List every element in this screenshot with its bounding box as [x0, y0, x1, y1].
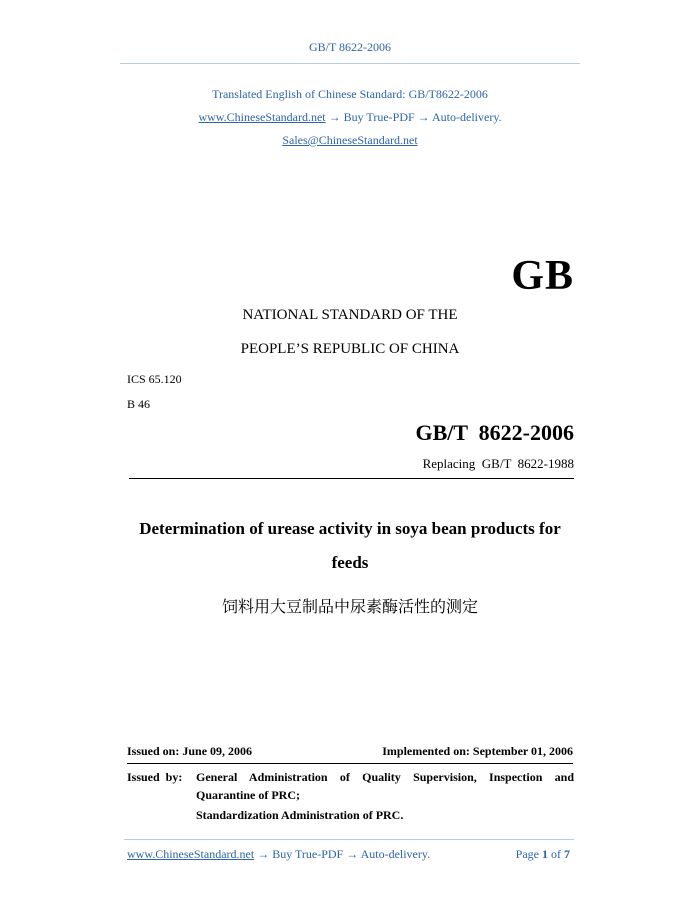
footer-purchase-line	[127, 847, 430, 862]
issued-by-line1-text: General Administration of Quality Supervision, Inspection and	[196, 770, 574, 784]
gb-mark: GB	[511, 253, 574, 299]
footer-divider	[124, 839, 574, 840]
standard-number-rule	[129, 478, 574, 479]
page-total: 7	[564, 847, 570, 861]
website-link[interactable]: www.ChineseStandard.net	[198, 110, 326, 124]
issued-by-label: Issued by:	[127, 770, 183, 784]
purchase-text: → Buy True-PDF → Auto-delivery.	[325, 110, 502, 124]
implemented-on-date: Implemented on: September 01, 2006	[382, 744, 573, 758]
national-standard-line2: PEOPLE’S REPUBLIC OF CHINA	[240, 341, 460, 357]
footer-purchase-text: → Buy True-PDF → Auto-delivery.	[254, 847, 431, 861]
title-line2: feeds	[331, 553, 369, 572]
dates-rule	[127, 763, 573, 764]
ics-code: ICS 65.120	[127, 372, 182, 386]
page-indicator	[516, 847, 570, 862]
header-divider	[120, 63, 580, 64]
purchase-line	[0, 110, 700, 125]
issued-by-line1	[196, 770, 574, 785]
national-standard-line1: NATIONAL STANDARD OF THE	[242, 307, 458, 323]
sales-email-line	[0, 133, 700, 148]
translation-notice: Translated English of Chinese Standard: GB/T8622-2006	[212, 87, 488, 101]
standard-number: GB/T 8622-2006	[415, 420, 574, 445]
issued-on-date: Issued on: June 09, 2006	[127, 744, 253, 758]
title-chinese: 饲料用大豆制品中尿素酶活性的测定	[221, 597, 478, 616]
footer-website-link[interactable]: www.ChineseStandard.net	[127, 847, 255, 861]
sales-email-link[interactable]: Sales@ChineseStandard.net	[282, 133, 418, 147]
page-current: 1	[542, 847, 548, 861]
replacing-standard: Replacing GB/T 8622-1988	[422, 456, 574, 471]
page-of: of	[551, 847, 561, 861]
running-header-title: GB/T 8622-2006	[308, 40, 392, 54]
issued-by-line3: Standardization Administration of PRC.	[196, 808, 404, 822]
ccs-code: B 46	[127, 397, 151, 411]
page-label: Page	[515, 847, 539, 861]
issued-by-line2: Quarantine of PRC;	[196, 788, 300, 802]
title-line1: Determination of urease activity in soya bean products for	[139, 519, 561, 538]
